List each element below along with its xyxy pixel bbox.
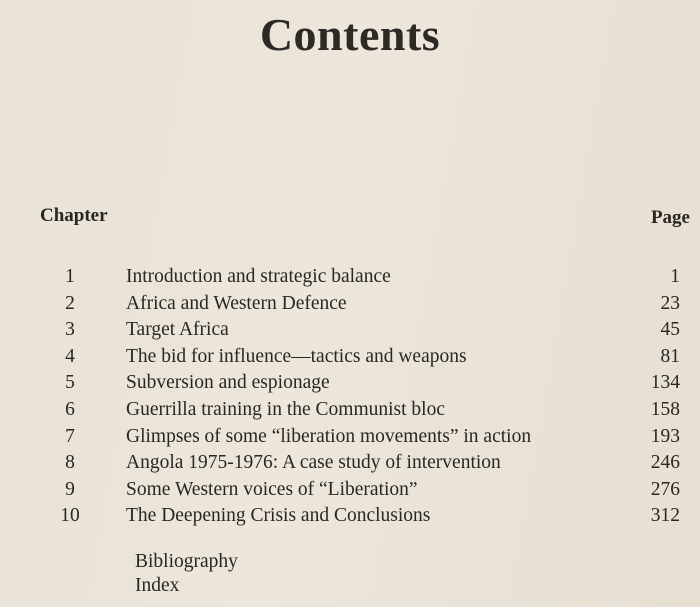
chapter-number: 7 (65, 425, 75, 447)
chapter-page: 81 (660, 345, 680, 367)
chapter-number: 3 (65, 319, 75, 341)
page-column-header: Page (650, 207, 690, 228)
toc-row (0, 264, 700, 291)
chapter-title: Guerrilla training in the Communist bloc (126, 398, 445, 420)
toc-row (0, 344, 700, 371)
chapter-number: 6 (65, 398, 75, 420)
toc-row (0, 450, 700, 477)
toc-row (0, 370, 700, 397)
chapter-page: 1 (670, 266, 680, 287)
chapter-page: 193 (650, 425, 680, 447)
chapter-number: 10 (60, 505, 80, 527)
chapter-page: 45 (660, 319, 680, 341)
chapter-column-header: Chapter (40, 205, 108, 226)
toc-row (0, 503, 700, 530)
chapter-page: 134 (650, 372, 680, 394)
chapter-page: 312 (650, 505, 680, 527)
chapter-title: Subversion and espionage (126, 372, 330, 394)
chapter-title: Some Western voices of “Liberation” (126, 478, 418, 500)
chapter-number: 2 (65, 292, 75, 314)
page-title: Contents (259, 9, 441, 60)
table-of-contents (0, 264, 700, 530)
chapter-page: 276 (650, 478, 680, 500)
chapter-number: 5 (65, 372, 75, 394)
chapter-number: 1 (65, 266, 75, 287)
chapter-number: 4 (65, 345, 75, 367)
toc-row (0, 477, 700, 504)
chapter-title: The bid for influence—tactics and weapons (126, 345, 467, 367)
back-matter (135, 550, 238, 598)
toc-row (0, 291, 700, 318)
chapter-title: Introduction and strategic balance (126, 266, 391, 287)
toc-row (0, 397, 700, 424)
chapter-page: 246 (650, 452, 680, 474)
chapter-title: The Deepening Crisis and Conclusions (126, 505, 431, 527)
chapter-page: 23 (660, 292, 680, 314)
chapter-number: 8 (65, 452, 75, 474)
toc-row (0, 424, 700, 451)
bibliography-entry: Bibliography (135, 551, 238, 572)
chapter-title: Africa and Western Defence (126, 292, 347, 314)
chapter-title: Glimpses of some “liberation movements” in action (126, 425, 532, 447)
chapter-number: 9 (65, 478, 75, 500)
chapter-page: 158 (650, 398, 680, 420)
toc-row (0, 317, 700, 344)
index-entry: Index (135, 575, 180, 596)
chapter-title: Angola 1975-1976: A case study of intervention (126, 452, 501, 474)
chapter-title: Target Africa (126, 319, 229, 341)
